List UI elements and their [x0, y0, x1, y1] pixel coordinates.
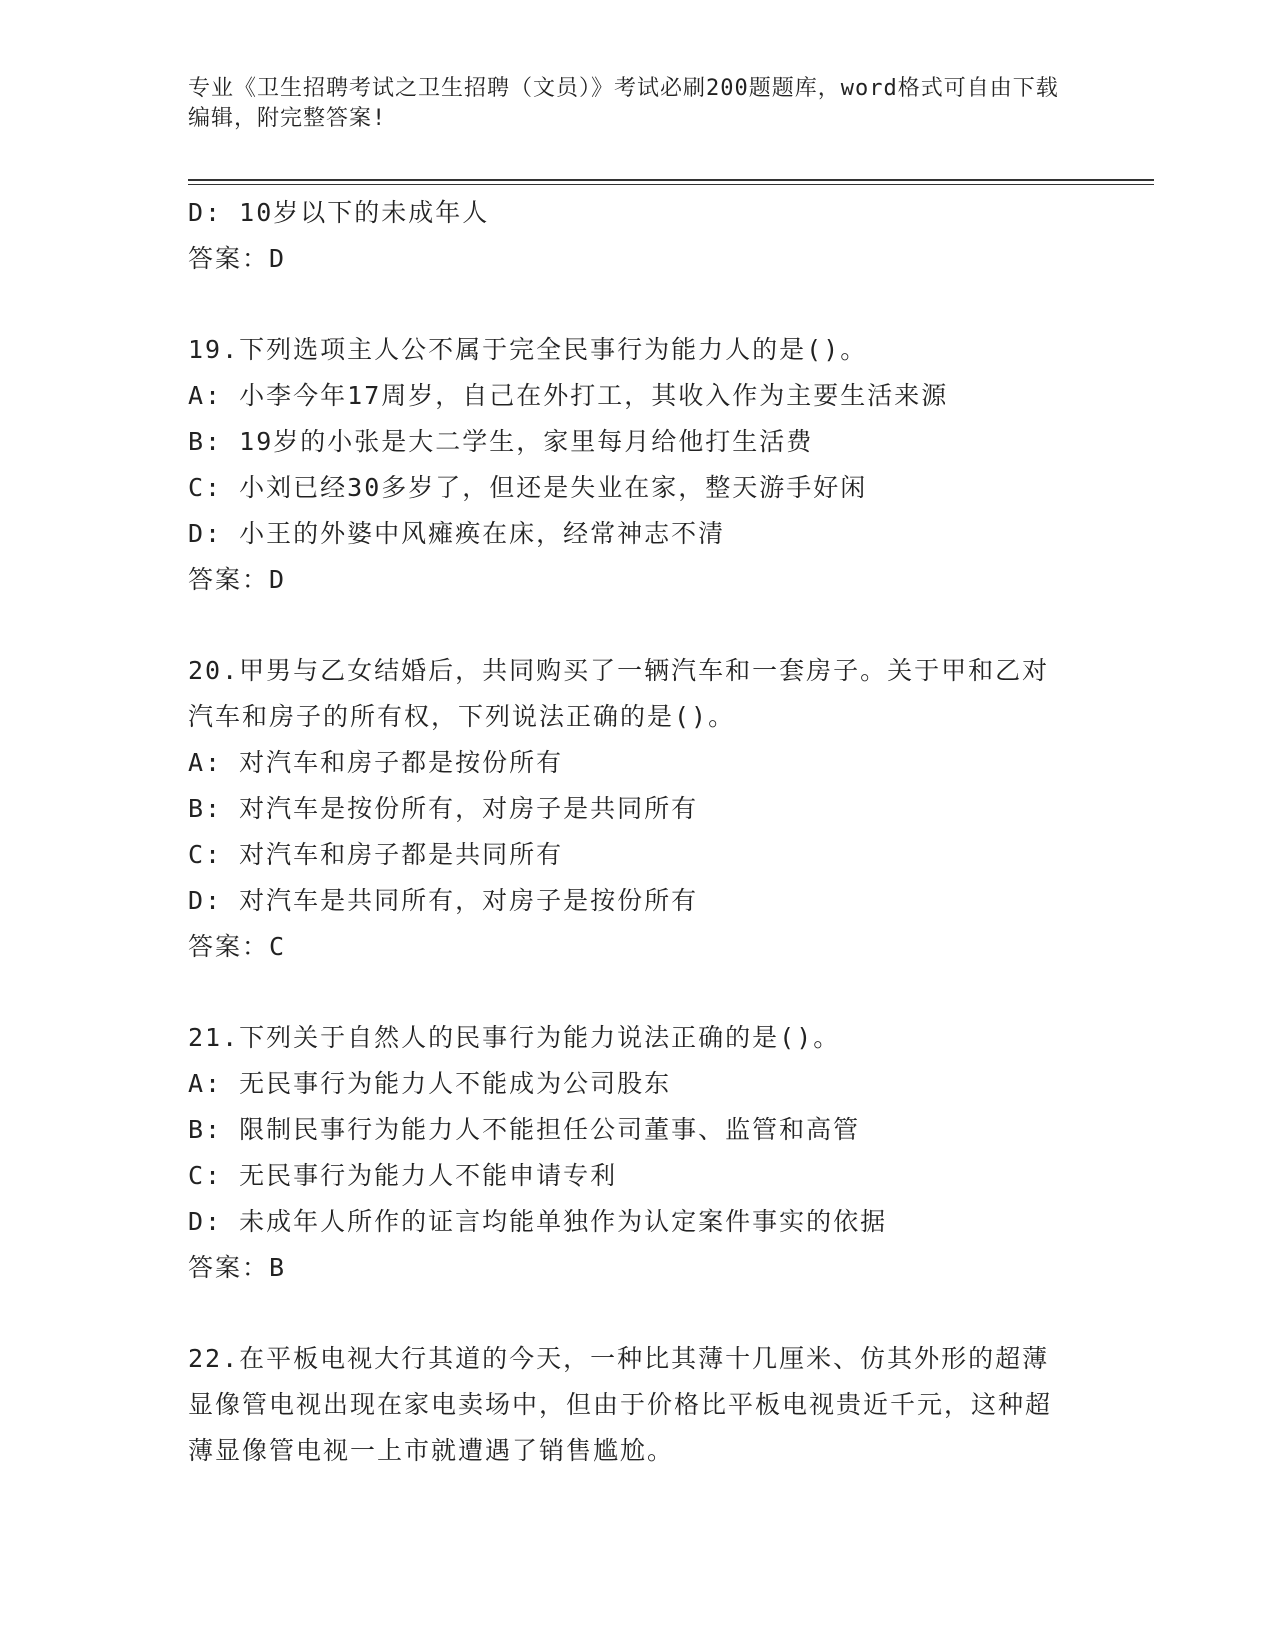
- header-divider-thin: [188, 184, 1154, 185]
- option-a: A: 小李今年17周岁，自己在外打工，其收入作为主要生活来源: [188, 381, 949, 410]
- question-block-20: [188, 648, 1088, 970]
- answer-line: 答案：D: [188, 565, 287, 594]
- question-block-19: [188, 327, 1088, 603]
- spacer: [188, 1291, 1088, 1336]
- question-text: 20.甲男与乙女结婚后，共同购买了一辆汽车和一套房子。关于甲和乙对汽车和房子的所有权，下列说法正确的是()。: [188, 656, 1050, 731]
- question-text: 19.下列选项主人公不属于完全民事行为能力人的是()。: [188, 335, 868, 364]
- option-a: A: 对汽车和房子都是按份所有: [188, 748, 564, 777]
- option-b: B: 19岁的小张是大二学生，家里每月给他打生活费: [188, 427, 814, 456]
- page-header: 专业《卫生招聘考试之卫生招聘（文员）》考试必刷200题题库，word格式可自由下载编辑，附完整答案!: [188, 76, 1059, 131]
- question-text: 22.在平板电视大行其道的今天，一种比其薄十几厘米、仿其外形的超薄显像管电视出现在家电卖场中，但由于价格比平板电视贵近千元，这种超薄显像管电视一上市就遭遇了销售尴尬。: [188, 1344, 1053, 1465]
- option-c: C: 无民事行为能力人不能申请专利: [188, 1161, 618, 1190]
- option-d: D: 小王的外婆中风瘫痪在床，经常神志不清: [188, 519, 726, 548]
- spacer: [188, 603, 1088, 648]
- header-divider-thick: [188, 179, 1154, 181]
- option-c: C: 对汽车和房子都是共同所有: [188, 840, 564, 869]
- option-b: B: 对汽车是按份所有，对房子是共同所有: [188, 794, 699, 823]
- question-block-21: [188, 1015, 1088, 1291]
- question-block-22: [188, 1336, 1088, 1474]
- spacer: [188, 970, 1088, 1015]
- option-d: D: 未成年人所作的证言均能单独作为认定案件事实的依据: [188, 1207, 888, 1236]
- question-block-18: [188, 190, 1088, 282]
- answer-line: 答案：C: [188, 932, 287, 961]
- spacer: [188, 282, 1088, 327]
- question-text: 21.下列关于自然人的民事行为能力说法正确的是()。: [188, 1023, 841, 1052]
- option-d: D: 对汽车是共同所有，对房子是按份所有: [188, 886, 699, 915]
- option-a: A: 无民事行为能力人不能成为公司股东: [188, 1069, 672, 1098]
- option-d: D: 10岁以下的未成年人: [188, 198, 490, 227]
- answer-line: 答案：D: [188, 244, 287, 273]
- answer-line: 答案：B: [188, 1253, 287, 1282]
- option-c: C: 小刘已经30多岁了，但还是失业在家，整天游手好闲: [188, 473, 868, 502]
- option-b: B: 限制民事行为能力人不能担任公司董事、监管和高管: [188, 1115, 861, 1144]
- question-content: [188, 190, 1088, 1474]
